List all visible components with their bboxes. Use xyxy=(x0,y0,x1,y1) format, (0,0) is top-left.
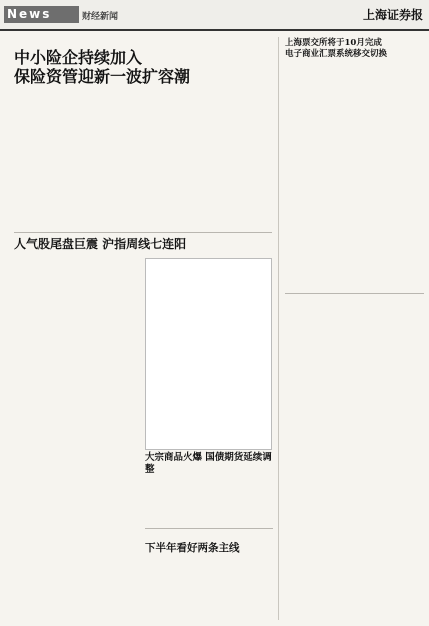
article-right-lower xyxy=(285,322,424,618)
article-stocks xyxy=(14,262,129,617)
masthead-rule xyxy=(0,29,429,31)
article-exchange xyxy=(285,69,424,289)
article-bonds xyxy=(145,473,273,523)
market-chart-svg xyxy=(146,259,271,449)
divider xyxy=(285,293,424,294)
headline-bonds: 大宗商品火爆 国债期货延续调整 xyxy=(145,452,272,475)
divider xyxy=(14,232,272,233)
column-separator xyxy=(278,37,279,620)
headline-stocks: 人气股尾盘巨震 沪指周线七连阳 xyxy=(14,237,187,251)
headline-reform: 下半年看好两条主线 xyxy=(145,542,240,554)
paper-name: 上海证券报 xyxy=(362,8,423,22)
market-chart xyxy=(145,258,272,450)
section-label: 财经新闻 xyxy=(82,12,119,22)
divider xyxy=(145,528,273,529)
article-insurance xyxy=(14,96,272,226)
article-reform xyxy=(145,558,273,618)
section-tag: News xyxy=(4,6,79,23)
headline-exchange: 上海票交所将于10月完成 电子商业汇票系统移交切换 xyxy=(285,38,388,59)
headline-insurance: 中小险企持续加入 保险资管迎新一波扩容潮 xyxy=(14,48,191,86)
masthead xyxy=(0,0,429,30)
